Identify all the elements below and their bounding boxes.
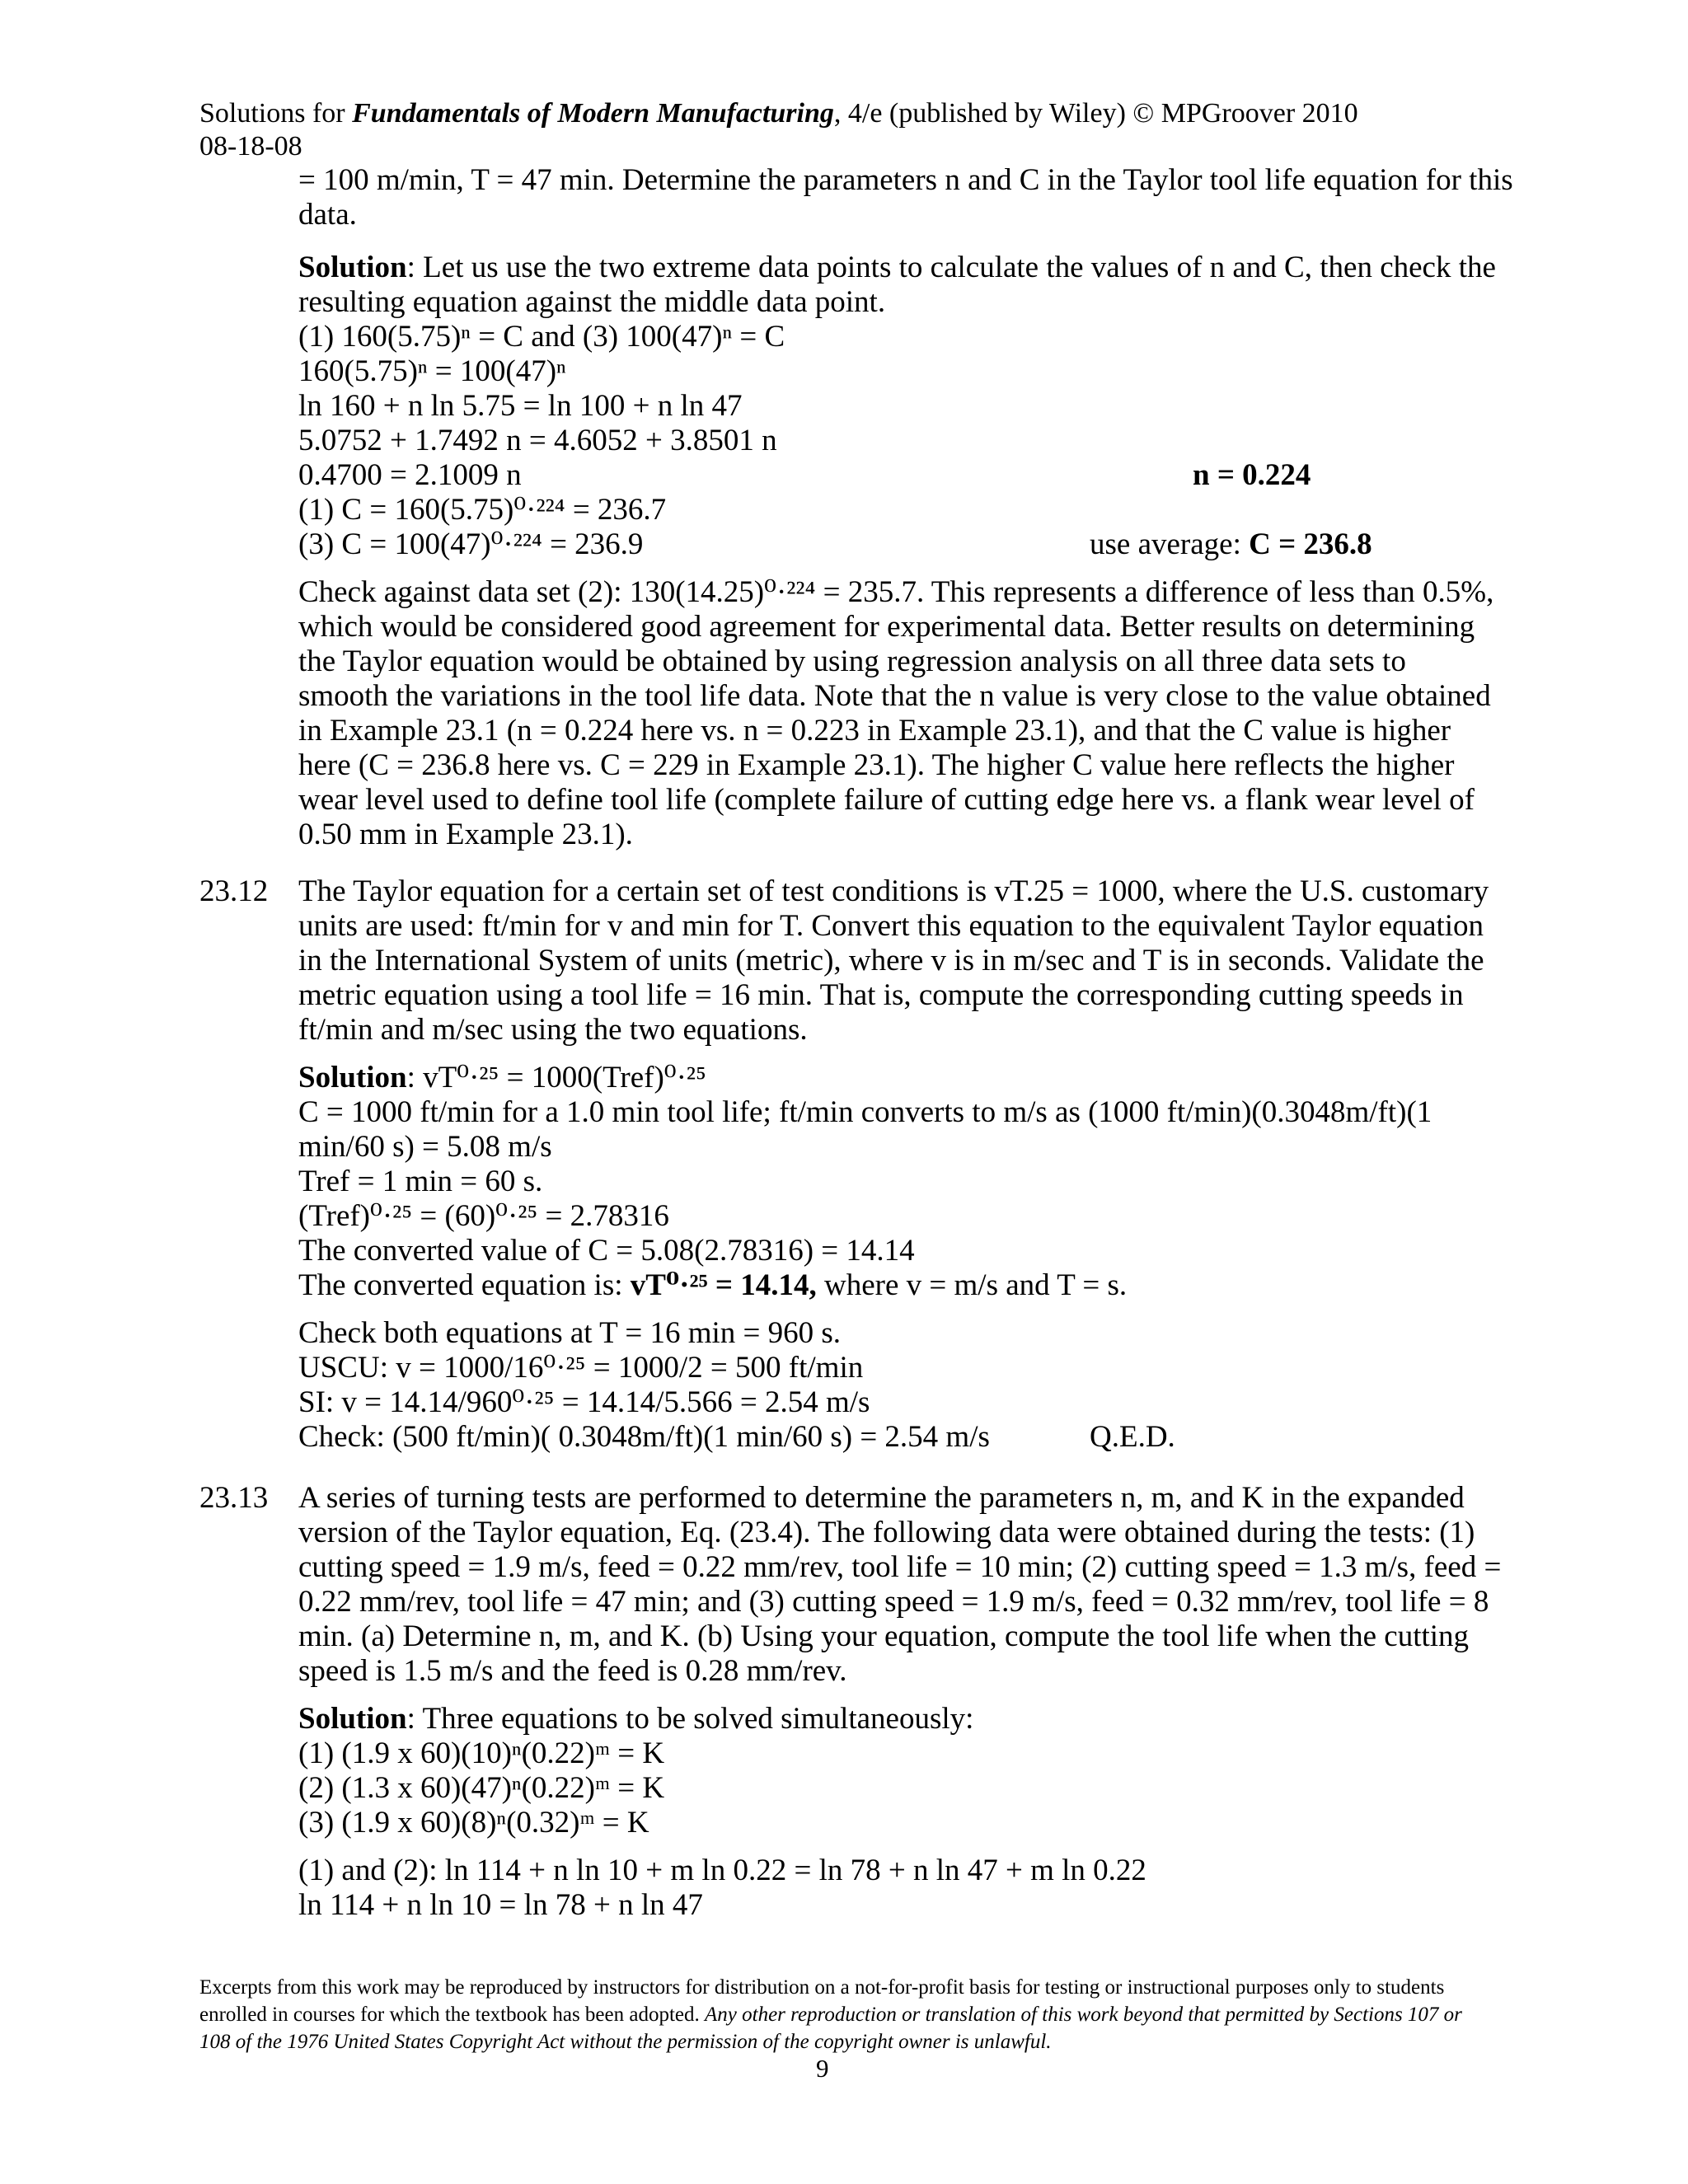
equation-5-row xyxy=(298,458,1502,493)
log-equation-2: ln 114 + n ln 10 = ln 78 + n ln 47 xyxy=(298,1888,703,1922)
average-result xyxy=(1090,527,1372,562)
equation-2: 160(5.75)ⁿ = 100(47)ⁿ xyxy=(298,354,566,388)
problem-continuation xyxy=(298,163,1513,232)
converted-equation: vT⁰·²⁵ = 14.14, xyxy=(630,1268,817,1302)
check-line-2: USCU: v = 1000/16⁰·²⁵ = 1000/2 = 500 ft/min xyxy=(298,1351,864,1385)
check-line-4: Check: (500 ft/min)( 0.3048m/ft)(1 min/60 s) = 2.54 m/s xyxy=(298,1420,990,1454)
solution-23-12-first xyxy=(298,1061,1502,1095)
header-suffix: , 4/e (published by Wiley) © MPGroover 2010 xyxy=(833,98,1358,129)
equation-3: ln 160 + n ln 5.75 = ln 100 + n ln 47 xyxy=(298,389,743,423)
simultaneous-eq-2: (2) (1.3 x 60)(47)ⁿ(0.22)ᵐ = K xyxy=(298,1771,665,1805)
simultaneous-eq-1: (1) (1.9 x 60)(10)ⁿ(0.22)ᵐ = K xyxy=(298,1736,665,1770)
solution-23-13-intro xyxy=(298,1702,1502,1736)
header-citation xyxy=(199,97,1358,130)
log-equation-1: (1) and (2): ln 114 + n ln 10 + m ln 0.22 = ln 78 + n ln 47 + m ln 0.22 xyxy=(298,1854,1146,1887)
conversion-line-1: C = 1000 ft/min for a 1.0 min tool life; ft/min converts to m/s as (1000 ft/min)(0.3048m/ft)(1 xyxy=(298,1095,1432,1129)
page-number: 9 xyxy=(816,2054,829,2083)
simultaneous-eq-3: (3) (1.9 x 60)(8)ⁿ(0.32)ᵐ = K xyxy=(298,1806,649,1840)
book-title: Fundamentals of Modern Manufacturing xyxy=(352,98,834,129)
c-result: C = 236.8 xyxy=(1249,527,1372,561)
copyright-footer xyxy=(199,1974,1493,2055)
equation-6: (1) C = 160(5.75)⁰·²²⁴ = 236.7 xyxy=(298,493,667,527)
intro-line-1: = 100 m/min, T = 47 min. Determine the parameters n and C in the Taylor tool life equation for this xyxy=(298,163,1513,197)
solution-equation: : vT⁰·²⁵ = 1000(Tref)⁰·²⁵ xyxy=(406,1061,706,1094)
conversion-line-2: min/60 s) = 5.08 m/s xyxy=(298,1130,552,1164)
solution-23-13-text: : Three equations to be solved simultaneously: xyxy=(406,1702,974,1736)
check-paragraph: Check against data set (2): 130(14.25)⁰·²²⁴ = 235.7. This represents a difference of less than 0.5%, which would be considered good agreement for experimental data. Better results on determining the Taylor equation would be obtained by using regression analysis on all three data sets to smooth the variations in the tool life data. Note that the n value is very close to the value obtained in Example 23.1 (n = 0.224 here vs. n = 0.223 in Example 23.1), and that the C value is higher here (C = 236.8 here vs. C = 229 in Example 23.1). The higher C value here reflects the higher wear level used to define tool life (complete failure of cutting edge here vs. a flank wear level of 0.50 mm in Example 23.1). xyxy=(298,575,1494,851)
tref-line: Tref = 1 min = 60 s. xyxy=(298,1165,543,1198)
equation-4: 5.0752 + 1.7492 n = 4.6052 + 3.8501 n xyxy=(298,424,777,457)
problem-23-13 xyxy=(298,1481,1502,1923)
check-line-3: SI: v = 14.14/960⁰·²⁵ = 14.14/5.566 = 2.54 m/s xyxy=(298,1385,870,1419)
converted-equation-label: The converted equation is: xyxy=(298,1268,631,1302)
tref-power-line: (Tref)⁰·²⁵ = (60)⁰·²⁵ = 2.78316 xyxy=(298,1199,669,1233)
solution-text: : Let us use the two extreme data points to calculate the values of n and C, then check the resulting equation against the middle data point. xyxy=(298,251,1496,319)
problem-number-23-12: 23.12 xyxy=(199,874,269,908)
equation-5: 0.4700 = 2.1009 n xyxy=(298,458,522,492)
n-result: n = 0.224 xyxy=(1193,458,1311,492)
solution-label-23-13: Solution xyxy=(298,1702,407,1736)
solution-label-23-12: Solution xyxy=(298,1061,407,1094)
footer-legal: Any other reproduction or translation of this work beyond that permitted by Sections 107 or 108 of the 1976 United States Copyright Act without the permission of the copyright owner is unlawful. xyxy=(199,2004,1462,2053)
problem-number-23-13: 23.13 xyxy=(199,1481,269,1515)
check-line-4-row xyxy=(298,1420,1502,1455)
solution-23-11 xyxy=(298,251,1502,852)
problem-23-12 xyxy=(298,874,1502,1455)
page-header xyxy=(199,97,1358,163)
header-prefix: Solutions for xyxy=(199,98,353,129)
problem-23-12-text: The Taylor equation for a certain set of test conditions is vT.25 = 1000, where the U.S. customary units are used: ft/min for v and min for T. Convert this equation to the equivalent Taylor equation in the International System of units (metric), where v is in m/sec and T is in seconds. Validate the metric equation using a tool life = 16 min. That is, compute the corresponding cutting speeds in ft/min and m/sec using the two equations. xyxy=(298,874,1489,1047)
equation-7: (3) C = 100(47)⁰·²²⁴ = 236.9 xyxy=(298,527,644,561)
converted-equation-units: where v = m/s and T = s. xyxy=(816,1268,1128,1302)
converted-equation-line xyxy=(298,1268,1502,1303)
intro-line-2: data. xyxy=(298,198,357,232)
qed-mark: Q.E.D. xyxy=(1090,1420,1175,1454)
problem-23-13-text: A series of turning tests are performed to determine the parameters n, m, and K in the expanded version of the Taylor equation, Eq. (23.4). The following data were obtained during the tests: (1) cutting speed = 1.9 m/s, feed = 0.22 mm/rev, tool life = 10 min; (2) cutting speed = 1.3 m/s, feed = 0.22 mm/rev, tool life = 47 min; and (3) cutting speed = 1.9 m/s, feed = 0.32 mm/rev, tool life = 8 min. (a) Determine n, m, and K. (b) Using your equation, compute the tool life when the cutting speed is 1.5 m/s and the feed is 0.28 mm/rev. xyxy=(298,1481,1502,1688)
solution-label: Solution xyxy=(298,251,407,284)
converted-c-line: The converted value of C = 5.08(2.78316) = 14.14 xyxy=(298,1234,915,1268)
solution-intro xyxy=(298,251,1502,320)
header-date: 08-18-08 xyxy=(199,131,302,162)
average-label: use average: xyxy=(1090,527,1250,561)
equation-1: (1) 160(5.75)ⁿ = C and (3) 100(47)ⁿ = C xyxy=(298,320,785,354)
footer-notice: Excerpts from this work may be reproduced by instructors for distribution on a not-for-profit basis for testing or instructional purposes only to students enrolled in courses for which the textbook has been adopted. xyxy=(199,1976,1445,2026)
equation-7-row xyxy=(298,527,1502,562)
check-line-1: Check both equations at T = 16 min = 960 s. xyxy=(298,1316,842,1350)
